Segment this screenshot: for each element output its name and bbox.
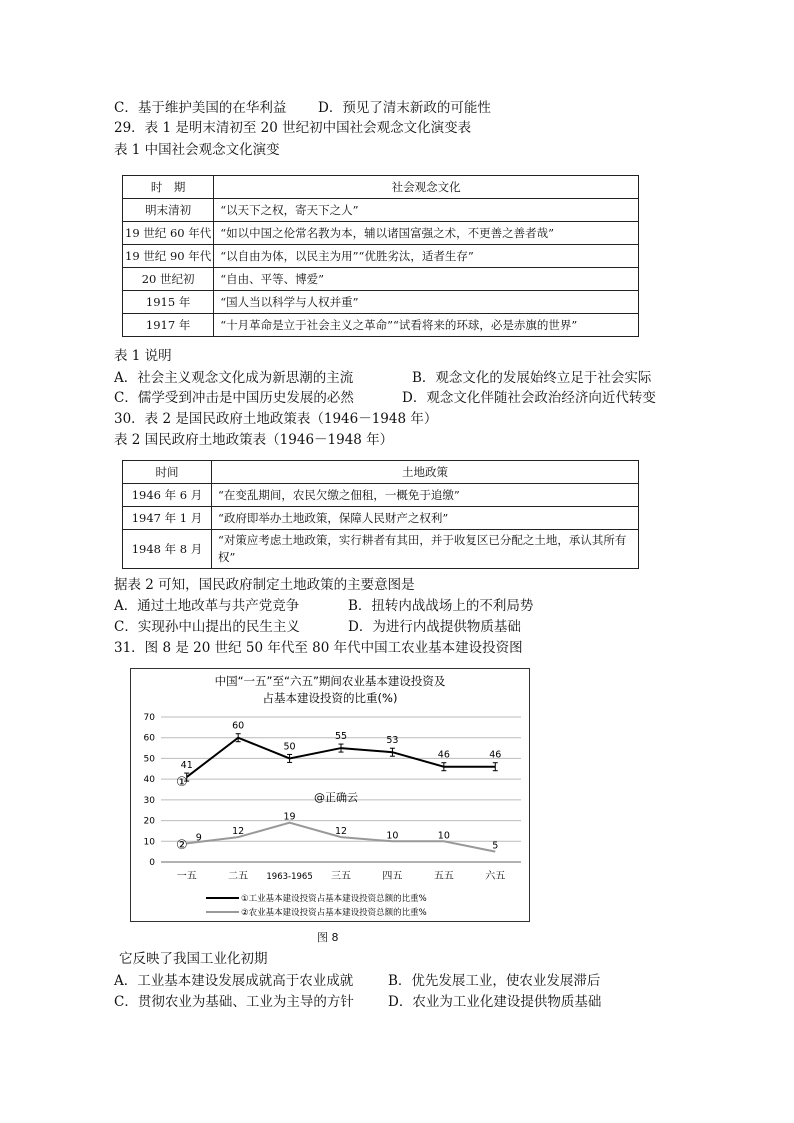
q30-question: 据表 2 可知，国民政府制定土地政策的主要意图是 <box>114 577 415 593</box>
y-tick-label: 20 <box>143 816 155 827</box>
x-tick-label: 1963-1965 <box>266 872 313 882</box>
y-tick-label: 60 <box>143 733 155 744</box>
figure-caption: 图 8 <box>317 931 339 944</box>
q30-stem: 30．表 2 是国民政府土地政策表（1946－1948 年） <box>114 411 438 427</box>
chart-title-line2: 占基本建设投资的比重(%) <box>262 691 398 705</box>
series-1-data-label: 46 <box>489 749 502 761</box>
series-1-data-label: 53 <box>386 735 399 747</box>
q29-stem: 29．表 1 是明末清初至 20 世纪初中国社会观念文化演变表 <box>114 120 472 136</box>
table-cell: 明末清初 <box>123 199 214 222</box>
line-chart <box>131 669 529 921</box>
x-tick-label: 三五 <box>331 871 351 882</box>
table-cell: “自由、平等、博爱” <box>214 268 639 291</box>
series-1-data-label: 55 <box>334 731 348 743</box>
q30-option-d: D．为进行内战提供物质基础 <box>348 619 521 635</box>
table-cell: “以天下之权，寄天下之人” <box>214 199 639 222</box>
table-row <box>123 484 639 507</box>
series-1-marker: ① <box>176 775 188 790</box>
table-row <box>123 291 639 314</box>
x-tick-label: 五五 <box>433 871 454 882</box>
q30-table-title: 表 2 国民政府土地政策表（1946－1948 年） <box>114 432 394 448</box>
series-1-data-label: 41 <box>180 760 193 772</box>
q30-option-c: C．实现孙中山提出的民生主义 <box>114 619 300 635</box>
chart-frame <box>130 668 530 922</box>
x-tick-label: 四五 <box>382 871 403 882</box>
q30-option-b: B．扭转内战战场上的不利局势 <box>348 598 534 614</box>
q31-option-a: A．工业基本建设发展成就高于农业成就 <box>114 973 354 989</box>
series-2-data-label: 10 <box>386 830 399 842</box>
y-tick-label: 0 <box>149 858 155 868</box>
series-2-data-label: 10 <box>437 830 450 842</box>
q29-option-d: D．观念文化伴随社会政治经济向近代转变 <box>402 390 656 406</box>
table-cell: 1915 年 <box>123 291 214 314</box>
q29-option-c: C．儒学受到冲击是中国历史发展的必然 <box>114 390 354 406</box>
table-row <box>123 268 639 291</box>
table-cell: 19 世纪 90 年代 <box>123 245 214 268</box>
table-cell: “国人当以科学与人权并重” <box>214 291 639 314</box>
table-cell: 1947 年 1 月 <box>123 507 212 530</box>
y-tick-label: 50 <box>143 754 155 765</box>
table-header-row <box>123 176 639 199</box>
table-1 <box>122 175 639 337</box>
table-cell: “对策应考虑土地政策，实行耕者有其田，并于收复区已分配之土地，承认其所有权” <box>212 530 639 569</box>
q31-option-c: C．贯彻农业为基础、工业为主导的方针 <box>114 994 354 1010</box>
x-tick-label: 一五 <box>176 871 197 882</box>
q29-question: 表 1 说明 <box>114 348 172 364</box>
table-cell: 19 世纪 60 年代 <box>123 222 214 245</box>
legend-label-1: ①工业基本建设投资占基本建设投资总额的比重% <box>241 894 427 904</box>
table-header-row <box>123 461 639 484</box>
y-tick-label: 70 <box>143 713 155 723</box>
chart-title-line1: 中国“一五”至“六五”期间农业基本建设投资及 <box>214 674 446 688</box>
table-row <box>123 314 639 337</box>
q29-option-a: A．社会主义观念文化成为新思潮的主流 <box>114 370 354 386</box>
series-2-data-label: 5 <box>492 840 499 852</box>
series-1-data-label: 46 <box>437 749 450 761</box>
table-cell: 1948 年 8 月 <box>123 530 212 569</box>
q28-option-c: C．基于维护美国的在华利益 <box>114 100 287 116</box>
q31-question: 它反映了我国工业化初期 <box>119 951 268 967</box>
table-cell: “政府即举办土地政策，保障人民财产之权利” <box>212 507 639 530</box>
q28-option-d: D．预见了清末新政的可能性 <box>318 100 491 116</box>
x-tick-label: 六五 <box>485 871 506 882</box>
q30-option-a: A．通过土地改革与共产党竞争 <box>114 598 300 614</box>
table-row <box>123 245 639 268</box>
chart-watermark: @正确云 <box>314 791 358 804</box>
table-cell: 1917 年 <box>123 314 214 337</box>
y-tick-label: 40 <box>143 775 155 786</box>
y-tick-label: 30 <box>143 795 155 806</box>
table-row <box>123 507 639 530</box>
series-1-data-label: 60 <box>232 720 245 732</box>
series-2-marker: ② <box>176 838 188 853</box>
table-cell: “以自由为体，以民主为用”“优胜劣汰，适者生存” <box>214 245 639 268</box>
table-cell: “十月革命是立于社会主义之革命”“试看将来的环球，必是赤旗的世界” <box>214 314 639 337</box>
series-1-data-label: 50 <box>283 741 296 753</box>
table-header-period: 时 期 <box>123 176 214 199</box>
table-header-policy: 土地政策 <box>212 461 639 484</box>
series-2-data-label: 12 <box>334 826 348 838</box>
table-row <box>123 222 639 245</box>
q31-option-b: B．优先发展工业，使农业发展滞后 <box>388 973 601 989</box>
table-row <box>123 530 639 569</box>
legend-label-2: ②农业基本建设投资占基本建设投资总额的比重% <box>241 908 427 918</box>
table-header-culture: 社会观念文化 <box>214 176 639 199</box>
x-tick-label: 二五 <box>228 871 249 882</box>
q29-option-b: B．观念文化的发展始终立足于社会实际 <box>412 370 652 386</box>
table-2 <box>122 460 639 569</box>
table-header-time: 时间 <box>123 461 212 484</box>
table-row <box>123 199 639 222</box>
table-cell: “如以中国之伦常名教为本，辅以诸国富强之术，不更善之善者哉” <box>214 222 639 245</box>
table-cell: 1946 年 6 月 <box>123 484 212 507</box>
series-2-data-label: 19 <box>283 811 296 823</box>
q29-table-title: 表 1 中国社会观念文化演变 <box>114 142 280 158</box>
series-2-data-label: 9 <box>195 832 202 844</box>
series-2-data-label: 12 <box>232 826 245 838</box>
y-tick-label: 10 <box>143 837 155 848</box>
q31-option-d: D．农业为工业化建设提供物质基础 <box>388 994 602 1010</box>
q31-stem: 31．图 8 是 20 世纪 50 年代至 80 年代中国工农业基本建设投资图 <box>114 640 523 656</box>
table-cell: “在变乱期间，农民欠缴之佃租，一概免于追缴” <box>212 484 639 507</box>
table-cell: 20 世纪初 <box>123 268 214 291</box>
